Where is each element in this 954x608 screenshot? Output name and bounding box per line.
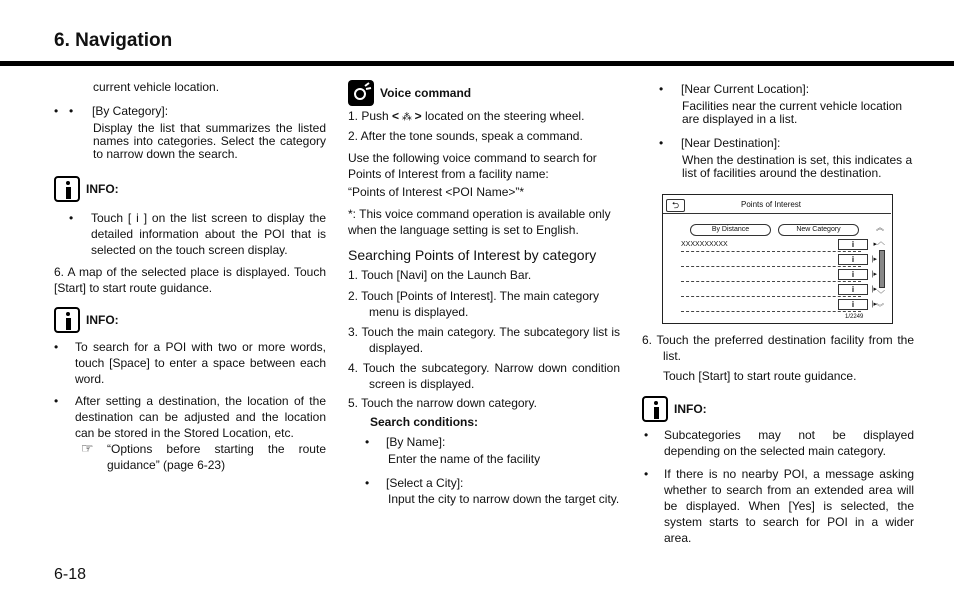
info-label: INFO: <box>86 181 119 196</box>
voice-step-2: 2. After the tone sounds, speak a command. <box>348 129 583 143</box>
info-heading-1 <box>54 176 326 202</box>
by-distance-button: By Distance <box>690 224 771 236</box>
scrollbar <box>879 250 885 288</box>
continued-text: current vehicle location. <box>93 80 220 94</box>
info2-bullet-1-text: To search for a POI with two or more words, touch [Space] to enter a space between each word. <box>75 340 326 386</box>
info-icon <box>54 176 80 202</box>
info-heading-3 <box>642 396 914 422</box>
list-row-1-text: XXXXXXXXXX <box>681 241 728 248</box>
poi-screen-figure <box>662 194 893 324</box>
voice-command-icon <box>348 80 374 106</box>
new-category-button: New Category <box>778 224 859 236</box>
list-row-4: |▸ <box>681 284 861 297</box>
info-button: i <box>838 269 868 280</box>
near-destination-item: • [Near Destination]: <box>659 136 781 150</box>
info-button: i <box>838 254 868 265</box>
pointing-hand-icon: ☞ <box>81 440 94 456</box>
scroll-up-icon: ︿ <box>877 237 885 246</box>
list-row-3: |▸ <box>681 269 861 282</box>
step-5: 5. Touch the narrow down category. <box>348 396 537 410</box>
scroll-down-icon: ﹀ <box>877 290 885 299</box>
info-button: i <box>838 239 868 250</box>
info-icon <box>54 307 80 333</box>
select-city-label: [Select a City]: <box>386 476 464 490</box>
info2-bullet-1: • To search for a POI with two or more words, touch [Space] to enter a space between each word. <box>54 340 326 386</box>
step-6-col3: 6. Touch the preferred destination facility from the list. <box>642 333 914 363</box>
reference-text: “Options before starting the route guidance” (page 6-23) <box>107 442 326 472</box>
info-heading-2 <box>54 307 326 333</box>
info-icon <box>642 396 668 422</box>
info-button: i <box>838 284 868 295</box>
info-label: INFO: <box>674 401 707 416</box>
voice-step-1-post: located on the steering wheel. <box>424 109 585 123</box>
info3-bullet-2-text: If there is no nearby POI, a message asking whether to search from an extended area will be displayed. When [Yes] is selected, the system starts to search for POI in a wider area. <box>664 467 914 545</box>
step-2: 2. Touch [Points of Interest]. The main category menu is displayed. <box>348 289 600 319</box>
select-city-item: • [Select a City]: <box>365 476 464 490</box>
step-4: 4. Touch the subcategory. Narrow down condition screen is displayed. <box>348 361 620 391</box>
info-label: INFO: <box>86 312 119 327</box>
list-row-1: XXXXXXXXXX ▸ <box>681 239 861 252</box>
info3-bullet-1: • Subcategories may not be displayed depending on the selected main category. <box>644 428 914 458</box>
list-counter: 1/2249 <box>845 314 864 320</box>
page-title: 6. Navigation <box>54 30 173 51</box>
step-1: 1. Touch [Navi] on the Launch Bar. <box>348 268 532 282</box>
talk-switch-icon: ⁂ <box>399 112 415 123</box>
screen-title: Points of Interest <box>741 200 802 209</box>
by-name-item: • [By Name]: <box>365 435 446 449</box>
voice-note: *: This voice command operation is available only when the language setting is set to English. <box>348 207 611 237</box>
voice-command-heading <box>348 80 620 106</box>
voice-step-1-pre: 1. Push <box>348 109 389 123</box>
info-button: i <box>838 299 868 310</box>
voice-step-1: 1. Push < ⁂ > located on the steering wheel. <box>348 109 585 123</box>
info1-bullet-text: Touch [ i ] on the list screen to display the detailed information about the POI that is selected on the touch screen display. <box>91 211 326 257</box>
by-name-text: Enter the name of the facility <box>388 452 541 466</box>
info2-bullet-2-text: After setting a destination, the location of the destination can be adjusted and the location can be stored in the Stored Location, etc. <box>75 394 326 440</box>
by-category-item: • • [By Category]: <box>54 104 326 119</box>
reference[interactable] <box>54 441 326 473</box>
list-row-5: |▸ <box>681 299 861 312</box>
info1-bullet: • Touch [ i ] on the list screen to display the detailed information about the POI that is selected on the touch screen display. <box>69 211 326 257</box>
info3-bullet-2: • If there is no nearby POI, a message asking whether to search from an extended area will be displayed. When [Yes] is selected, the system starts to search for POI in a wider area. <box>644 467 914 545</box>
section-heading: Searching Points of Interest by category <box>348 247 597 263</box>
column-2 <box>348 80 620 506</box>
voice-command-label: Voice command <box>380 85 472 100</box>
near-current-text: Facilities near the current vehicle location are displayed in a list. <box>682 99 903 126</box>
page-up-icon: ︽ <box>876 223 884 232</box>
step-3: 3. Touch the main category. The subcategory list is displayed. <box>348 325 620 355</box>
step-6-start: Touch [Start] to start route guidance. <box>663 369 857 383</box>
info2-bullet-2: • After setting a destination, the location of the destination can be adjusted and the location can be stored in the Stored Location, etc. <box>54 394 326 440</box>
step-6: 6. A map of the selected place is displayed. Touch [Start] to start route guidance. <box>54 265 326 295</box>
near-destination-text: When the destination is set, this indicates a list of facilities around the destination. <box>682 153 913 180</box>
near-current-label: [Near Current Location]: <box>681 82 810 96</box>
voice-command-text: “Points of Interest <POI Name>”* <box>348 185 525 199</box>
screen-title-rule <box>663 213 891 214</box>
column-3 <box>642 80 914 180</box>
page-down-icon: ︾ <box>876 303 884 312</box>
info3-bullet-1-text: Subcategories may not be displayed depending on the selected main category. <box>664 428 914 458</box>
page-number: 6-18 <box>54 566 87 583</box>
near-destination-label: [Near Destination]: <box>681 136 781 150</box>
header-rule <box>0 61 954 66</box>
by-category-label: [By Category]: <box>92 104 169 118</box>
back-icon: ⮌ <box>666 199 685 212</box>
by-name-label: [By Name]: <box>386 435 446 449</box>
near-current-item: • [Near Current Location]: <box>659 82 810 96</box>
voice-use-text: Use the following voice command to search for Points of Interest from a facility name: <box>348 151 597 181</box>
by-category-text: Display the list that summarizes the listed names into categories. Select the category to narrow down the search. <box>93 121 326 161</box>
list-row-2: |▸ <box>681 254 861 267</box>
column-1 <box>54 80 326 473</box>
search-conditions-label: Search conditions: <box>370 415 479 429</box>
column-3-lower <box>642 332 914 546</box>
select-city-text: Input the city to narrow down the target city. <box>388 492 620 506</box>
